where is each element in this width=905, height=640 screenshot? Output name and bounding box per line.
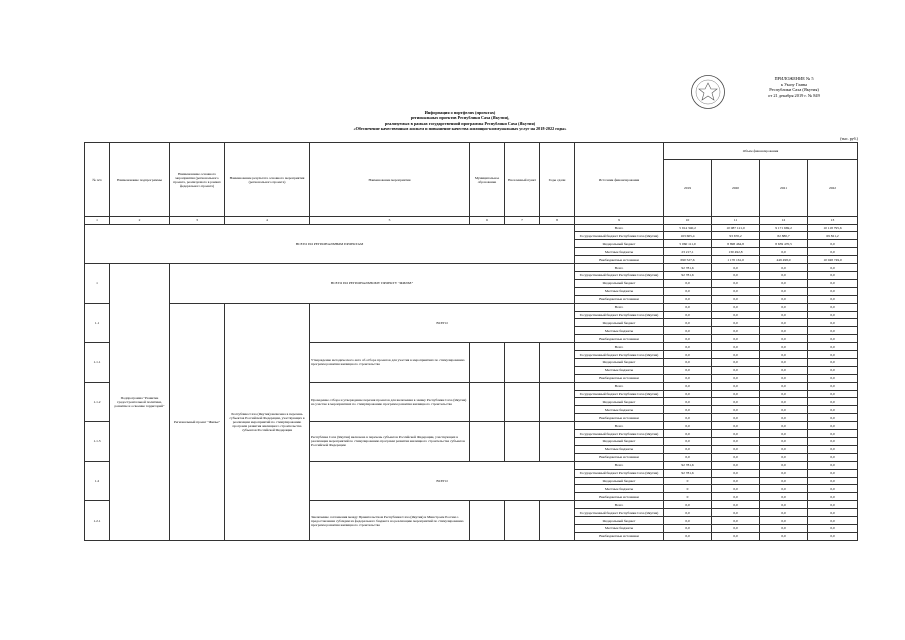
value-cell: 0,0 [712,390,760,398]
source-cell: Государственный бюджет Республики Саха (Якутия) [575,390,664,398]
value-cell: 0,0 [760,311,808,319]
seal-stamp [690,74,726,110]
event-name: Проведение отбора и утверждение перечня проектов для включения в заявку Республики Саха (Якутия) на участие в мероприятиях по стимулированию программ развития жилищного строительства [310,382,470,422]
title-line: реализуемых в рамках государственной программы Республики Саха (Якутия) [384,120,536,126]
value-cell: 0,0 [760,271,808,279]
value-cell: 0,0 [808,461,858,469]
appendix-line: ПРИЛОЖЕНИЕ № 5 [774,76,814,81]
value-cell: 0,0 [808,311,858,319]
table-row [85,224,858,232]
title-line: Информация о портфелях (проектах) [424,110,496,115]
value-cell: 10 087 121,0 [712,224,760,232]
section-number: 1.2 [85,461,110,501]
value-cell: 0,0 [760,422,808,430]
value-cell: 0,0 [760,461,808,469]
value-cell: 163 605,4 [664,232,712,240]
source-cell: Местные бюджеты [575,248,664,256]
value-cell: 0,0 [712,398,760,406]
value-cell: 0,0 [760,264,808,272]
value-cell: 0,0 [712,477,760,485]
column-number: 12 [760,217,808,224]
value-cell: 8 898 464,8 [712,240,760,248]
header-municipal: Муниципальное образование [470,143,505,217]
empty-cell [540,422,575,462]
value-cell: 0,0 [712,327,760,335]
value-cell: 0,0 [664,438,712,446]
header-result: Наименование результата основного мероприятия (регионального проекта) [225,143,310,217]
value-cell: 0,0 [712,366,760,374]
value-cell: 0,0 [808,343,858,351]
section-number: 1.1.2 [85,382,110,422]
value-cell: 0,0 [760,374,808,382]
value-cell: 0,0 [664,517,712,525]
value-cell: 10 118 795,6 [808,224,858,232]
value-cell: 0,0 [808,390,858,398]
empty-cell [505,422,540,462]
value-cell: 0,0 [760,335,808,343]
empty-cell [505,343,540,383]
event-name: Заключение соглашения между Правительством Республики Саха (Якутия) и Минстроем России о предоставлении субсидии из федерального бюджета на реализацию мероприятий по стимулированию программ развития жилищного строительства [310,501,470,541]
value-cell: 0,0 [712,295,760,303]
value-cell: 0,0 [808,453,858,461]
source-cell: Федеральный бюджет [575,319,664,327]
value-cell: 92 781,6 [664,469,712,477]
value-cell: 0,0 [664,390,712,398]
source-cell: Всего [575,224,664,232]
section-label: ВСЕГО ПО РЕГИОНАЛЬНЫМ ПРОЕКТАМ [85,224,575,264]
header-subprogram: Наименование подпрограммы [110,143,170,217]
value-cell: 0,0 [808,445,858,453]
column-number: 3 [170,217,225,224]
value-cell: 0,0 [808,287,858,295]
value-cell: 0,0 [808,264,858,272]
column-number: 8 [540,217,575,224]
source-cell: Местные бюджеты [575,524,664,532]
source-cell: Федеральный бюджет [575,477,664,485]
value-cell: 5 060 111,0 [664,240,712,248]
value-cell: 0,0 [664,501,712,509]
value-cell: 0 [664,493,712,501]
value-cell: 690 527,6 [664,256,712,264]
header-year: Годы сдачи [540,143,575,217]
source-cell: Государственный бюджет Республики Саха (Якутия) [575,351,664,359]
value-cell: 0,0 [712,485,760,493]
document-title [300,110,620,132]
subprogram-cell: Подпрограмма "Развитие градостроительной политики, развитие и освоение территорий" [110,264,170,541]
value-cell: 0,0 [712,524,760,532]
source-cell: Местные бюджеты [575,327,664,335]
value-cell: 0,0 [664,445,712,453]
source-cell: Внебюджетные источники [575,335,664,343]
empty-cell [470,343,505,383]
value-cell: 0,0 [760,398,808,406]
header-num: № п/п [85,143,110,217]
value-cell: 0,0 [808,509,858,517]
source-cell: Федеральный бюджет [575,240,664,248]
appendix-line: от 21 декабря 2019 г. № 849 [768,92,820,98]
value-cell: 69 821,2 [808,232,858,240]
value-cell: 0,0 [712,264,760,272]
value-cell: 82 880,7 [760,232,808,240]
value-cell: 0,0 [808,430,858,438]
value-cell: 0,0 [760,438,808,446]
header-project: Наименование основного мероприятия (регионального проекта, реализуемого в рамках федерального проекта) [170,143,225,217]
appendix-block [734,76,854,98]
value-cell: 0,0 [760,351,808,359]
header-settlement: Населенный пункт [505,143,540,217]
section-label: ВСЕГО ПО РЕГИОНАЛЬНОМУ ПРОЕКТУ "ЖИЛЬЕ" [170,264,575,304]
value-cell: 0,0 [712,303,760,311]
value-cell: 0,0 [712,438,760,446]
value-cell: 0,0 [664,422,712,430]
value-cell: 130 492,8 [712,248,760,256]
value-cell: 0,0 [760,390,808,398]
value-cell: 0,0 [760,469,808,477]
table-row [85,264,858,272]
value-cell: 93 670,2 [712,232,760,240]
header-source: Источник финансирования [575,143,664,217]
section-label: ВСЕГО [310,303,575,343]
value-cell: 0,0 [808,485,858,493]
value-cell: 0,0 [664,358,712,366]
value-cell: 0,0 [712,319,760,327]
value-cell: 0,0 [664,532,712,540]
value-cell: 0,0 [664,509,712,517]
column-number: 2 [110,217,170,224]
value-cell: 0,0 [808,327,858,335]
value-cell: 0,0 [664,335,712,343]
value-cell: 0,0 [808,469,858,477]
source-cell: Федеральный бюджет [575,438,664,446]
source-cell: Внебюджетные источники [575,414,664,422]
value-cell: 0,0 [760,295,808,303]
section-number: 1 [85,264,110,304]
value-cell: 0,0 [808,532,858,540]
value-cell: 0,0 [808,422,858,430]
value-cell: 0,0 [664,319,712,327]
value-cell: 0,0 [712,501,760,509]
source-cell: Местные бюджеты [575,287,664,295]
value-cell: 0,0 [760,327,808,335]
source-cell: Всего [575,501,664,509]
value-cell: 0,0 [712,279,760,287]
value-cell: 92 781,6 [664,271,712,279]
source-cell: Государственный бюджет Республики Саха (Якутия) [575,509,664,517]
column-number: 10 [664,217,712,224]
column-number: 1 [85,217,110,224]
header-volume: Объем финансирования [664,143,858,160]
value-cell: 0,0 [712,532,760,540]
section-label: ВСЕГО [310,461,575,501]
value-cell: 0,0 [808,335,858,343]
source-cell: Всего [575,264,664,272]
value-cell: 0,0 [760,287,808,295]
value-cell: 0,0 [712,374,760,382]
value-cell: 0,0 [664,430,712,438]
value-cell: 0,0 [712,358,760,366]
column-number: 9 [575,217,664,224]
value-cell: 0,0 [808,279,858,287]
source-cell: Всего [575,382,664,390]
empty-cell [540,343,575,383]
source-cell: Федеральный бюджет [575,517,664,525]
result-cell: Республика Саха (Якутия) включена в перечень субъектов Российской Федерации, участвующих в реализации мероприятий по стимулированию программ развития жилищного строительства субъектов Российской Федерации [225,303,310,540]
value-cell: 0,0 [712,406,760,414]
value-cell: 0,0 [808,303,858,311]
value-cell: 0,0 [712,461,760,469]
value-cell: 0,0 [760,406,808,414]
value-cell: 0,0 [808,398,858,406]
source-cell: Государственный бюджет Республики Саха (Якутия) [575,311,664,319]
value-cell: 5 914 340,2 [664,224,712,232]
value-cell: 0,0 [760,382,808,390]
value-cell: 0,0 [760,517,808,525]
value-cell: 92 781,6 [664,264,712,272]
value-cell: 0,0 [760,509,808,517]
value-cell: 0,0 [712,414,760,422]
section-number: 1.2.1 [85,501,110,541]
source-cell: Местные бюджеты [575,445,664,453]
value-cell: 0,0 [760,358,808,366]
empty-cell [470,501,505,541]
unit-label: (тыс. руб.) [840,136,858,141]
source-cell: Всего [575,461,664,469]
value-cell: 0,0 [808,382,858,390]
empty-cell [470,422,505,462]
source-cell: Местные бюджеты [575,485,664,493]
value-cell: 0,0 [760,319,808,327]
value-cell: 0,0 [760,279,808,287]
value-cell: 0,0 [664,398,712,406]
value-cell: 0,0 [760,366,808,374]
value-cell: 0,0 [664,414,712,422]
value-cell: 0,0 [760,493,808,501]
value-cell: 0,0 [712,335,760,343]
appendix-line: к Указу Главы [780,81,808,87]
value-cell: 0,0 [712,271,760,279]
source-cell: Федеральный бюджет [575,398,664,406]
column-number-row [85,217,858,224]
empty-cell [505,501,540,541]
value-cell: 0,0 [664,327,712,335]
value-cell: 0,0 [712,509,760,517]
value-cell: 0,0 [712,453,760,461]
value-cell: 0,0 [712,422,760,430]
value-cell: 0,0 [808,477,858,485]
value-cell: 0,0 [664,382,712,390]
value-cell: 8 639 470,5 [760,240,808,248]
column-number: 5 [310,217,470,224]
value-cell: 0,0 [664,374,712,382]
source-cell: Местные бюджеты [575,406,664,414]
header-year-2021: 2021 [760,159,808,217]
value-cell: 0,0 [808,319,858,327]
value-cell: 0,0 [664,279,712,287]
value-cell: 0,0 [808,374,858,382]
source-cell: Государственный бюджет Республики Саха (Якутия) [575,232,664,240]
empty-cell [540,501,575,541]
value-cell: 0,0 [808,524,858,532]
header-year-2019: 2019 [664,159,712,217]
value-cell: 0,0 [664,311,712,319]
source-cell: Всего [575,303,664,311]
column-number: 4 [225,217,310,224]
value-cell: 23 217,1 [664,248,712,256]
empty-cell [505,382,540,422]
event-name: Республика Саха (Якутия) включена в перечень субъектов Российской Федерации, участвующих в реализации мероприятий по стимулированию программ развития жилищного строительства субъектов Российской Федерации [310,422,470,462]
value-cell: 0 [664,477,712,485]
project-cell: Региональный проект "Жилье" [170,303,225,540]
value-cell: 0,0 [712,311,760,319]
source-cell: Внебюджетные источники [575,493,664,501]
source-cell: Внебюджетные источники [575,453,664,461]
value-cell: 9 171 669,2 [760,224,808,232]
value-cell: 0,0 [808,406,858,414]
value-cell: 0,0 [760,485,808,493]
value-cell: 0,0 [760,524,808,532]
column-number: 7 [505,217,540,224]
section-number: 1.1 [85,303,110,343]
value-cell: 0,0 [808,240,858,248]
value-cell: 0,0 [808,517,858,525]
value-cell: 0,0 [760,445,808,453]
value-cell: 0,0 [808,358,858,366]
title-line: «Обеспечение качественным жильем и повышение качества жилищно-коммунальных услуг на 2018-2022 годы» [353,126,567,132]
source-cell: Местные бюджеты [575,366,664,374]
source-cell: Внебюджетные источники [575,256,664,264]
value-cell: 0,0 [808,438,858,446]
column-number: 6 [470,217,505,224]
value-cell: 0,0 [712,351,760,359]
value-cell: 0,0 [664,524,712,532]
value-cell: 449 498,0 [760,256,808,264]
source-cell: Федеральный бюджет [575,358,664,366]
empty-cell [470,382,505,422]
value-cell: 0,0 [712,287,760,295]
section-number: 1.1.3 [85,422,110,462]
table-row [85,303,858,311]
source-cell: Государственный бюджет Республики Саха (Якутия) [575,430,664,438]
appendix-line: Республики Саха (Якутия) [769,87,819,93]
value-cell: 0,0 [760,248,808,256]
source-cell: Внебюджетные источники [575,532,664,540]
value-cell: 0,0 [664,295,712,303]
value-cell: 0,0 [760,430,808,438]
column-number: 11 [712,217,760,224]
source-cell: Внебюджетные источники [575,374,664,382]
value-cell: 0,0 [760,414,808,422]
value-cell: 0,0 [712,343,760,351]
value-cell: 0,0 [808,351,858,359]
value-cell: 0,0 [808,501,858,509]
source-cell: Всего [575,343,664,351]
value-cell: 0,0 [712,382,760,390]
value-cell: 0,0 [712,445,760,453]
value-cell: 10 048 749,0 [808,256,858,264]
empty-cell [540,382,575,422]
event-name: Утверждение методического акта об отборе проектов для участия в мероприятиях по стимулированию программ развития жилищного строительства [310,343,470,383]
value-cell: 0,0 [664,287,712,295]
value-cell: 0,0 [760,501,808,509]
value-cell: 0,0 [664,343,712,351]
value-cell: 0,0 [808,271,858,279]
value-cell: 0,0 [712,469,760,477]
value-cell: 0,0 [808,493,858,501]
financing-table [84,142,858,541]
value-cell: 0,0 [664,303,712,311]
value-cell: 0,0 [712,493,760,501]
value-cell: 0 [664,485,712,493]
value-cell: 0,0 [808,248,858,256]
column-number: 13 [808,217,858,224]
value-cell: 0,0 [808,366,858,374]
value-cell: 0,0 [664,453,712,461]
source-cell: Государственный бюджет Республики Саха (Якутия) [575,271,664,279]
value-cell: 92 781,6 [664,461,712,469]
source-cell: Внебюджетные источники [575,295,664,303]
source-cell: Всего [575,422,664,430]
value-cell: 0,0 [664,351,712,359]
value-cell: 0,0 [664,366,712,374]
section-number: 1.1.1 [85,343,110,383]
value-cell: 1 170 161,0 [712,256,760,264]
value-cell: 0,0 [760,532,808,540]
header-year-2022: 2022 [808,159,858,217]
value-cell: 0,0 [808,295,858,303]
header-executor: Наименование мероприятия [310,143,470,217]
value-cell: 0,0 [760,343,808,351]
value-cell: 0,0 [712,430,760,438]
value-cell: 0,0 [712,517,760,525]
value-cell: 0,0 [664,406,712,414]
header-year-2020: 2020 [712,159,760,217]
value-cell: 0,0 [760,303,808,311]
value-cell: 0,0 [808,414,858,422]
value-cell: 0,0 [760,453,808,461]
value-cell: 0,0 [760,477,808,485]
source-cell: Федеральный бюджет [575,279,664,287]
title-line: региональных проектов Республики Саха (Якутия), [410,115,510,121]
source-cell: Государственный бюджет Республики Саха (Якутия) [575,469,664,477]
